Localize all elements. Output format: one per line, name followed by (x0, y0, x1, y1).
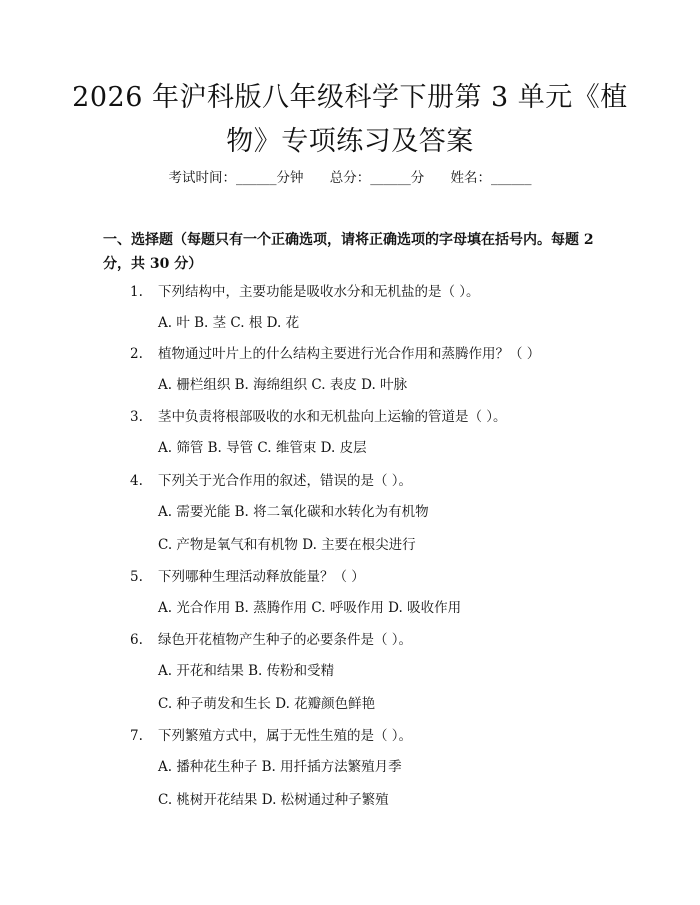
question-number: 2. (130, 346, 143, 362)
question-text: 下列繁殖方式中，属于无性生殖的是（ ）。 (158, 728, 413, 744)
page-title (60, 76, 640, 164)
exam-meta (0, 168, 700, 188)
question-item (130, 471, 610, 491)
question-text: 下列关于光合作用的叙述，错误的是（ ）。 (158, 473, 413, 489)
question-item (130, 726, 610, 746)
question-options: C. 种子萌发和生长 D. 花瓣颜色鲜艳 (158, 696, 376, 712)
student-name: 姓名：______ (450, 170, 532, 186)
question-options: A. 光合作用 B. 蒸腾作用 C. 呼吸作用 D. 吸收作用 (158, 600, 462, 616)
question-options: A. 叶 B. 茎 C. 根 D. 花 (158, 315, 300, 331)
question-item (130, 567, 610, 587)
question-item (130, 282, 610, 302)
question-options: A. 需要光能 B. 将二氧化碳和水转化为有机物 (158, 504, 429, 520)
question-number: 4. (130, 473, 143, 489)
question-text: 下列哪种生理活动释放能量？（ ） (158, 569, 365, 585)
question-text: 植物通过叶片上的什么结构主要进行光合作用和蒸腾作用？（ ） (158, 346, 541, 362)
section-header: 一、选择题（每题只有一个正确选项，请将正确选项的字母填在括号内。每题 2 分，共 30 分） (103, 232, 594, 272)
question-options: C. 桃树开花结果 D. 松树通过种子繁殖 (158, 792, 389, 808)
question-number: 7. (130, 728, 143, 744)
exam-score: 总分：______分 (329, 170, 425, 186)
question-text: 下列结构中，主要功能是吸收水分和无机盐的是（ ）。 (158, 284, 480, 300)
question-text: 茎中负责将根部吸收的水和无机盐向上运输的管道是（ ）。 (158, 409, 507, 425)
question-number: 6. (130, 632, 143, 648)
question-options: A. 筛管 B. 导管 C. 维管束 D. 皮层 (158, 440, 367, 456)
question-number: 3. (130, 409, 143, 425)
question-options: A. 播种花生种子 B. 用扦插方法繁殖月季 (158, 759, 402, 775)
exam-time: 考试时间：______分钟 (168, 170, 304, 186)
question-item (130, 630, 610, 650)
question-options: C. 产物是氧气和有机物 D. 主要在根尖进行 (158, 537, 416, 553)
question-number: 1. (130, 284, 143, 300)
title-line-1: 2026 年沪科版八年级科学下册第 3 单元《植 (72, 82, 628, 113)
question-options: A. 栅栏组织 B. 海绵组织 C. 表皮 D. 叶脉 (158, 377, 408, 393)
title-line-2: 物》专项练习及答案 (226, 126, 474, 157)
question-item (130, 407, 610, 427)
question-text: 绿色开花植物产生种子的必要条件是（ ）。 (158, 632, 413, 648)
question-number: 5. (130, 569, 143, 585)
question-options: A. 开花和结果 B. 传粉和受精 (158, 663, 335, 679)
question-item (130, 344, 610, 364)
